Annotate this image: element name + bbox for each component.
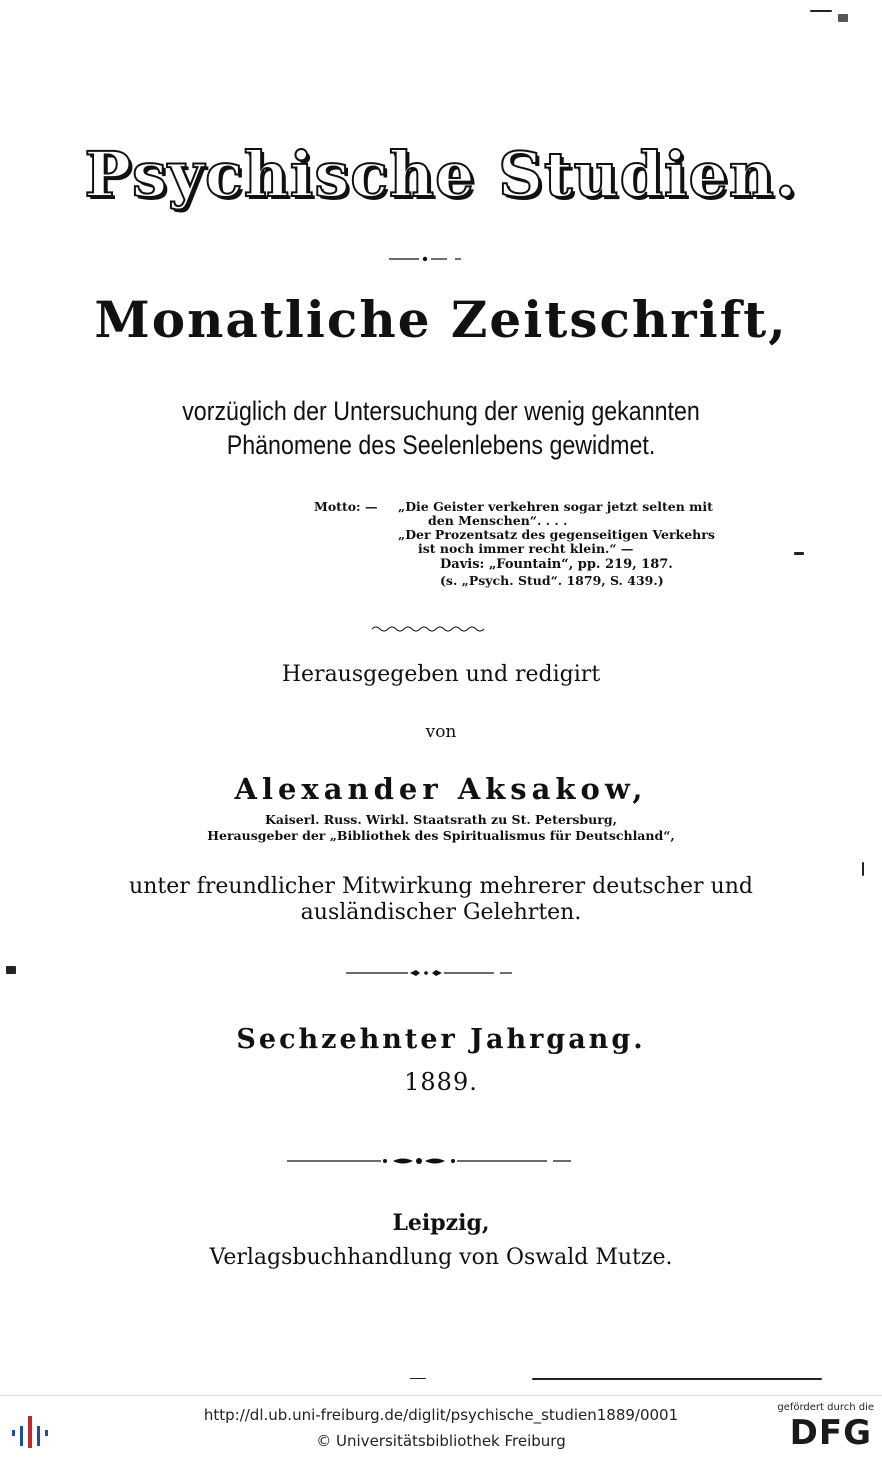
- motto-line-3: „Der Prozentsatz des gegenseitigen Verkehrs: [398, 527, 715, 542]
- wavy-rule: [370, 624, 488, 634]
- scan-speck: [410, 1378, 426, 1379]
- motto-label: Motto: —: [314, 499, 378, 514]
- motto-line-2: den Menschen“. . . .: [428, 513, 568, 528]
- collaboration-line-1: unter freundlicher Mitwirkung mehrerer deutscher und: [129, 874, 753, 899]
- journal-description: [62, 394, 821, 462]
- scan-speck: [838, 14, 848, 22]
- editor-intro: Herausgegeben und redigirt: [281, 662, 601, 687]
- ub-freiburg-logo-icon: [8, 1404, 56, 1452]
- author-title-1: Kaiserl. Russ. Wirkl. Staatsrath zu St. Petersburg,: [265, 812, 617, 827]
- author-name: Alexander Aksakow,: [234, 772, 648, 806]
- publisher-name: Verlagsbuchhandlung von Oswald Mutze.: [209, 1245, 673, 1270]
- description-line-1: vorzüglich der Untersuchung der wenig gekannten: [182, 396, 700, 426]
- scan-speck: [794, 552, 804, 555]
- journal-title: Psychische Studien.: [84, 138, 798, 211]
- scan-speck: [6, 966, 16, 974]
- publication-city: Leipzig,: [392, 1210, 490, 1236]
- volume-year: 1889.: [404, 1068, 478, 1096]
- description-line-2: Phänomene des Seelenlebens gewidmet.: [226, 430, 656, 460]
- copyright-notice: © Universitätsbibliothek Freiburg: [316, 1432, 566, 1450]
- permalink-url[interactable]: http://dl.ub.uni-freiburg.de/diglit/psychische_studien1889/0001: [203, 1406, 679, 1424]
- ornament-rule-2: [344, 968, 516, 978]
- ornament-rule-1: [385, 254, 465, 264]
- journal-subtitle: Monatliche Zeitschrift,: [94, 290, 788, 349]
- dfg-logo-icon: DFG: [789, 1413, 872, 1453]
- collaboration-note: [0, 874, 882, 926]
- motto-line-5: Davis: „Fountain“, pp. 219, 187.: [440, 557, 673, 572]
- von-label: von: [425, 722, 457, 742]
- motto-line-4: ist noch immer recht klein.“ —: [418, 541, 634, 556]
- scan-speck: [862, 862, 864, 876]
- author-title-2: Herausgeber der „Bibliothek des Spiritualismus für Deutschland“,: [207, 828, 675, 843]
- collaboration-line-2: ausländischer Gelehrten.: [300, 900, 582, 925]
- ornament-rule-3: [285, 1156, 575, 1166]
- dfg-caption: gefördert durch die: [777, 1402, 874, 1413]
- scan-speck: [532, 1378, 822, 1380]
- digitization-footer: [0, 1395, 882, 1458]
- scan-speck: [810, 10, 832, 12]
- motto-line-6: (s. „Psych. Stud“. 1879, S. 439.): [440, 573, 664, 588]
- volume-label: Sechzehnter Jahrgang.: [236, 1024, 646, 1055]
- motto-line-1: „Die Geister verkehren sogar jetzt selten mit: [398, 499, 713, 514]
